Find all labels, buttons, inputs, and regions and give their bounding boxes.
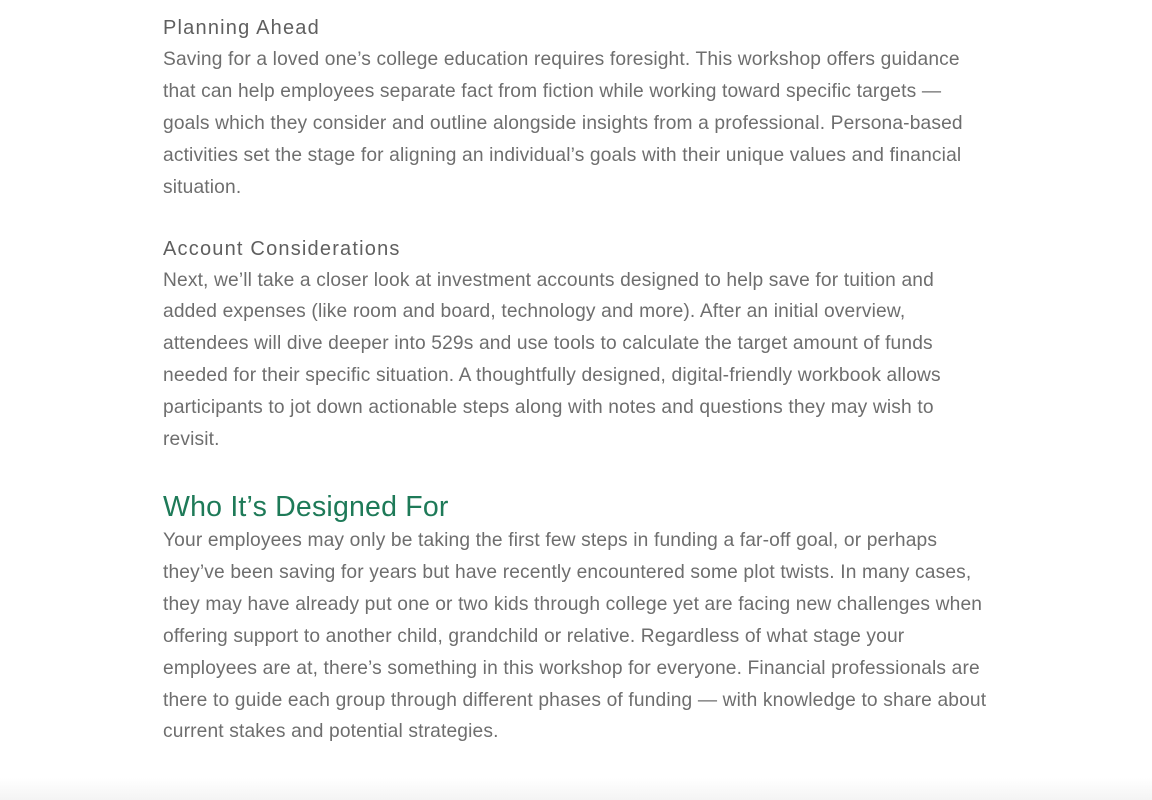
designed-for-heading: Who It’s Designed For bbox=[163, 490, 449, 523]
section-body: Next, we’ll take a closer look at investment accounts designed to help save for tuition and added expenses (like room and board, technology and more). After an initial overview, attendees will dive deeper into 529s and use tools to calculate the target amount of funds needed for their specific situation. A thoughtfully designed, digital-friendly workbook allows participants to jot down actionable steps along with notes and questions they may wish to revisit. bbox=[163, 269, 941, 451]
spacer bbox=[163, 204, 993, 233]
spacer bbox=[163, 456, 993, 489]
section-planning-ahead bbox=[163, 12, 993, 204]
section-who-its-designed-for bbox=[163, 489, 993, 748]
section-heading: Planning Ahead bbox=[163, 17, 320, 39]
section-body: Saving for a loved one’s college education requires foresight. This workshop offers guidance that can help employees separate fact from fiction while working toward specific targets — goals which they consider and outline alongside insights from a professional. Persona-based activities set the stage for aligning an individual’s goals with their unique values and financial situation. bbox=[163, 49, 963, 198]
article-content bbox=[163, 12, 993, 748]
designed-for-body: Your employees may only be taking the first few steps in funding a far-off goal, or perhaps they’ve been saving for years but have recently encountered some plot twists. In many cases, they may have already put one or two kids through college yet are facing new challenges when offering support to another child, grandchild or relative. Regardless of what stage your employees are at, there’s something in this workshop for everyone. Financial professionals are there to guide each group through different phases of funding — with knowledge to share about current stakes and potential strategies. bbox=[163, 529, 987, 743]
section-heading: Account Considerations bbox=[163, 237, 401, 260]
section-account-considerations bbox=[163, 233, 993, 456]
